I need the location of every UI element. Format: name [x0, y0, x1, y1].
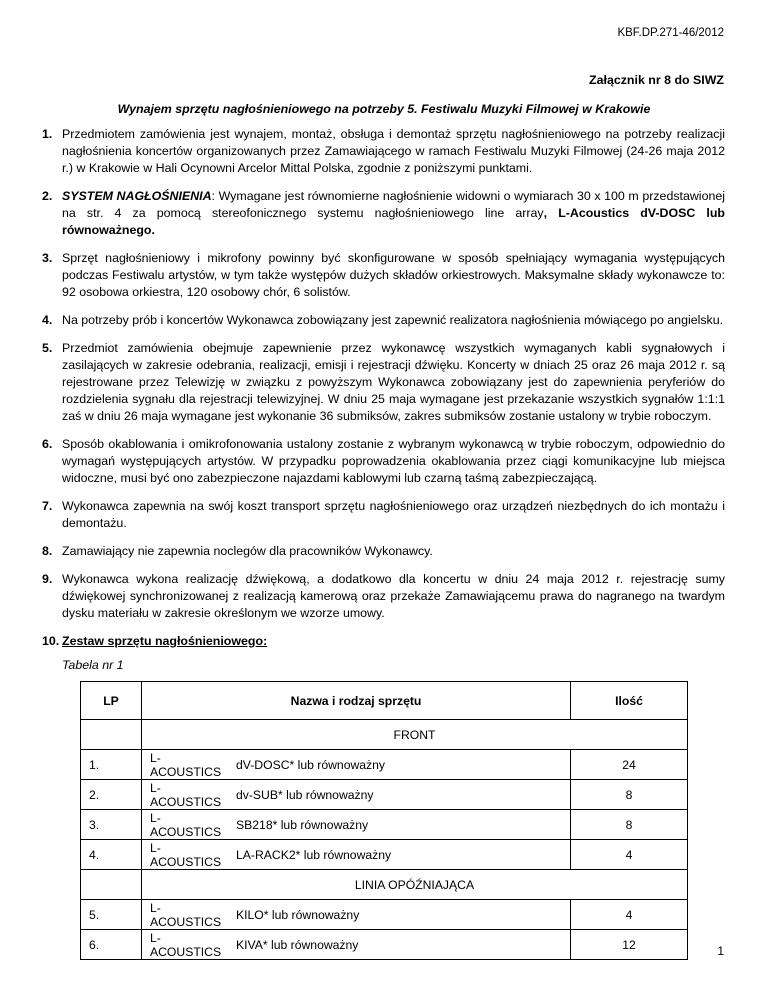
list-item [42, 498, 725, 532]
header-lp: LP [81, 682, 142, 720]
row-qty: 24 [571, 750, 688, 780]
header-qty: Ilość [571, 682, 688, 720]
page-number: 1 [717, 944, 724, 958]
item-number: 7. [42, 499, 53, 513]
item-body: : Wymagane jest równomierne nagłośnienie widowni o wymiarach 30 x 100 m przedstawionej na str. 4 za pomocą stereofonicznego systemu nagłośnieniowego line array [62, 189, 725, 220]
list-item [42, 633, 725, 650]
row-lp: 5. [81, 900, 142, 930]
item-number: 9. [42, 572, 53, 586]
row-name: SB218* lub równoważny [230, 810, 571, 840]
row-brand: L-ACOUSTICS [142, 840, 231, 870]
item-number: 2. [42, 189, 53, 203]
row-name: dV-DOSC* lub równoważny [230, 750, 571, 780]
item-text: Sprzęt nagłośnieniowy i mikrofony powinny być skonfigurowane w sposób spełniający wymagania występujących podczas Festiwalu artystów, w tym także występów dużych składów orkiestrowych. Maksymalne składy wykonawcze to: 92 osobowa orkiestra, 120 osobowy chór, 6 solistów. [62, 251, 725, 299]
row-qty: 12 [571, 930, 688, 960]
row-lp: 1. [81, 750, 142, 780]
row-lp: 6. [81, 930, 142, 960]
row-name: dv-SUB* lub równoważny [230, 780, 571, 810]
attachment-label: Załącznik nr 8 do SIWZ [589, 73, 724, 87]
row-brand: L-ACOUSTICS [142, 750, 231, 780]
list-item [42, 250, 725, 301]
row-qty: 8 [571, 780, 688, 810]
item-text: Wykonawca wykona realizację dźwiękową, a dodatkowo dla koncertu w dniu 24 maja 2012 r. rejestrację sumy dźwiękowej synchronizowanej z realizacją kamerową oraz przekaże Zamawiającemu prawa do nagranego na twardym dysku materiału w zakresie określonym we wzorze umowy. [62, 572, 725, 620]
row-brand: L-ACOUSTICS [142, 810, 231, 840]
section-label-front: FRONT [142, 720, 688, 750]
table-row [81, 780, 688, 810]
table-row [81, 750, 688, 780]
list-item [42, 312, 725, 329]
item-text: Wykonawca zapewnia na swój koszt transport sprzętu nagłośnieniowego oraz urządzeń niezbędnych do ich montażu i demontażu. [62, 499, 725, 530]
item-text: Przedmiotem zamówienia jest wynajem, montaż, obsługa i demontaż sprzętu nagłośnieniowego na potrzeby realizacji nagłośnienia koncertów organizowanych przez Zamawiającego w ramach Festiwalu Muzyki Filmowej (24-26 maja 2012 r.) w Krakowie w Hali Ocynowni Arcelor Mittal Polska, zgodnie z poniższymi punktami. [62, 127, 725, 175]
list-item [42, 188, 725, 239]
item-text: Na potrzeby prób i koncertów Wykonawca zobowiązany jest zapewnić realizatora nagłośnienia mówiącego po angielsku. [62, 313, 724, 327]
table-row [81, 930, 688, 960]
row-name: KILO* lub równoważny [230, 900, 571, 930]
row-qty: 4 [571, 900, 688, 930]
document-reference: KBF.DP.271-46/2012 [617, 27, 724, 39]
item-tail: , L-Acoustics dV-DOSC lub równoważnego. [62, 206, 725, 237]
item-number: 10. [42, 634, 60, 648]
item-number: 4. [42, 313, 53, 327]
row-lp: 2. [81, 780, 142, 810]
document-title: Wynajem sprzętu nagłośnieniowego na potrzeby 5. Festiwalu Muzyki Filmowej w Krakowie [117, 102, 651, 116]
item-number: 8. [42, 544, 53, 558]
item-lead: SYSTEM NAGŁOŚNIENIA [62, 189, 212, 203]
requirements-list [42, 126, 725, 661]
item-text: Sposób okablowania i omikrofonowania ustalony zostanie z wybranym wykonawcą w trybie roboczym, odpowiednio do wymagań występujących artystów. W przypadku poprowadzenia okablowania przez ciągi komunikacyjne lub miejsca widoczne, musi być ono zabezpieczone najazdami kablowymi lub czarną taśmą zabezpieczającą. [62, 437, 725, 485]
item-text [62, 188, 725, 239]
list-item [42, 571, 725, 622]
list-item [42, 340, 725, 425]
item-text: Zamawiający nie zapewnia noclegów dla pracowników Wykonawcy. [62, 544, 433, 558]
row-brand: L-ACOUSTICS [142, 930, 231, 960]
equipment-table [80, 681, 688, 960]
list-item [42, 543, 725, 560]
list-item [42, 436, 725, 487]
item-number: 6. [42, 437, 53, 451]
table-header-row [81, 682, 688, 720]
item-text: Zestaw sprzętu nagłośnieniowego: [62, 634, 268, 648]
row-brand: L-ACOUSTICS [142, 780, 231, 810]
section-row-delay [81, 870, 688, 900]
item-text: Przedmiot zamówienia obejmuje zapewnienie przez wykonawcę wszystkich wymaganych kabli sygnałowych i zasilających w zakresie odebrania, realizacji, emisji i rejestracji dźwięku. Koncerty w dniach 25 oraz 26 maja 2012 r. są rejestrowane przez Telewizję w związku z powyższym Wykonawca zobowiązany jest do zapewnienia peryferiów do rozdzielenia sygnału dla rejestracji telewizyjnej. W dniu 25 maja wymagane jest przekazanie wszystkich sygnałów 1:1:1 zaś w dniu 26 maja wymagane jest wykonanie 36 submiksów, zakres submiksów zostanie ustalony w trybie roboczym. [62, 341, 725, 423]
row-lp: 4. [81, 840, 142, 870]
header-name: Nazwa i rodzaj sprzętu [142, 682, 571, 720]
item-number: 3. [42, 251, 53, 265]
row-qty: 4 [571, 840, 688, 870]
section-label-delay: LINIA OPÓŹNIAJĄCA [142, 870, 688, 900]
row-lp: 3. [81, 810, 142, 840]
table-row [81, 840, 688, 870]
table-row [81, 900, 688, 930]
row-name: KIVA* lub równoważny [230, 930, 571, 960]
item-number: 5. [42, 341, 53, 355]
row-name: LA-RACK2* lub równoważny [230, 840, 571, 870]
table-caption: Tabela nr 1 [62, 658, 124, 672]
item-number: 1. [42, 127, 53, 141]
row-brand: L-ACOUSTICS [142, 900, 231, 930]
list-item [42, 126, 725, 177]
section-row-front [81, 720, 688, 750]
row-qty: 8 [571, 810, 688, 840]
table-row [81, 810, 688, 840]
